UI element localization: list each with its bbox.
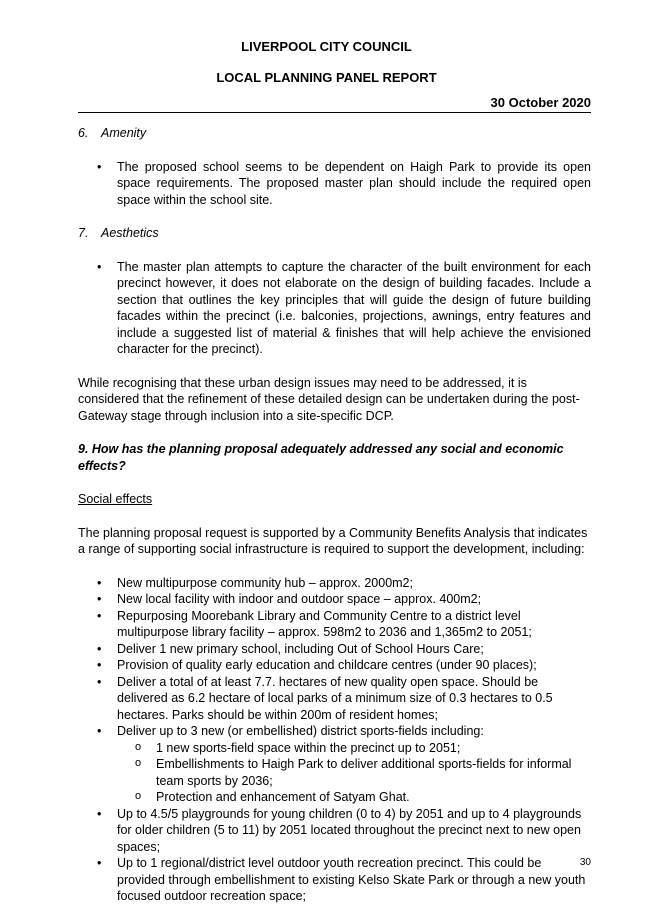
question-9-heading: 9. How has the planning proposal adequately addressed any social and economic effects?	[78, 442, 564, 473]
report-date: 30 October 2020	[490, 95, 591, 110]
social-infrastructure-list	[78, 575, 591, 905]
report-body	[78, 125, 591, 905]
list-item-sports-fields	[78, 723, 591, 806]
section-6-title: Amenity	[101, 126, 147, 140]
list-item: • New local facility with indoor and outdoor space – approx. 400m2;	[78, 591, 591, 608]
list-item: • Repurposing Moorebank Library and Community Centre to a district level multipurpose library facility – approx. 598m2 to 2036 and 1,365m2 to 2051;	[78, 608, 591, 641]
social-effects-heading: Social effects	[78, 492, 153, 506]
council-name: LIVERPOOL CITY COUNCIL	[241, 39, 412, 54]
list-item: • The proposed school seems to be dependent on Haigh Park to provide its open space requirements. The proposed master plan should include the required open space within the school site.	[78, 159, 591, 209]
list-item: • Provision of quality early education and childcare centres (under 90 places);	[78, 657, 591, 674]
section-7-number: 7.	[78, 226, 89, 240]
report-title: LOCAL PLANNING PANEL REPORT	[216, 70, 437, 85]
list-item: • Up to 1 regional/district level outdoor youth recreation precinct. This could be provided through embellishment to existing Kelso Skate Park or through a new youth focused outdoor recreation space;	[78, 855, 591, 905]
header-divider	[78, 112, 591, 113]
list-item: • Deliver a total of at least 7.7. hectares of new quality open space. Should be delivered as 6.2 hectare of local parks of a minimum size of 0.3 hectares to 0.5 hectares. Parks should be within 200m of resident homes;	[78, 674, 591, 724]
sublist-item: o 1 new sports-field space within the precinct up to 2051;	[117, 740, 591, 757]
sublist-item: o Protection and enhancement of Satyam Ghat.	[117, 789, 591, 806]
section-7-title: Aesthetics	[101, 226, 159, 240]
list-item: • New multipurpose community hub – approx. 2000m2;	[78, 575, 591, 592]
section-7-heading	[78, 225, 591, 242]
summary-paragraph: While recognising that these urban design issues may need to be addressed, it is considered that the refinement of these detailed design can be undertaken during the post-Gateway stage through inclusion into a site-specific DCP.	[78, 375, 580, 423]
list-item: • Up to 4.5/5 playgrounds for young children (0 to 4) by 2051 and up to 4 playgrounds for older children (5 to 11) by 2051 located throughout the precinct next to new open spaces;	[78, 806, 591, 856]
sports-fields-label: Deliver up to 3 new (or embellished) district sports-fields including:	[117, 724, 484, 738]
list-item: • The master plan attempts to capture the character of the built environment for each precinct however, it does not elaborate on the design of building facades. Include a section that outlines the key principles that will guide the design of future building facades within the precinct (i.e. balconies, projections, awnings, entry features and include a suggested list of material & finishes that will help achieve the envisioned character for the precinct).	[78, 259, 591, 358]
aesthetics-list	[78, 259, 591, 358]
sublist-item: o Embellishments to Haigh Park to deliver additional sports-fields for informal team sports by 2036;	[117, 756, 591, 789]
amenity-list	[78, 159, 591, 209]
social-intro-paragraph: The planning proposal request is supported by a Community Benefits Analysis that indicates a range of supporting social infrastructure is required to support the development, including:	[78, 525, 588, 556]
list-item: • Deliver 1 new primary school, including Out of School Hours Care;	[78, 641, 591, 658]
section-6-number: 6.	[78, 126, 89, 140]
page-number: 30	[579, 857, 591, 868]
sports-fields-sublist	[117, 740, 591, 806]
section-6-heading	[78, 125, 591, 142]
